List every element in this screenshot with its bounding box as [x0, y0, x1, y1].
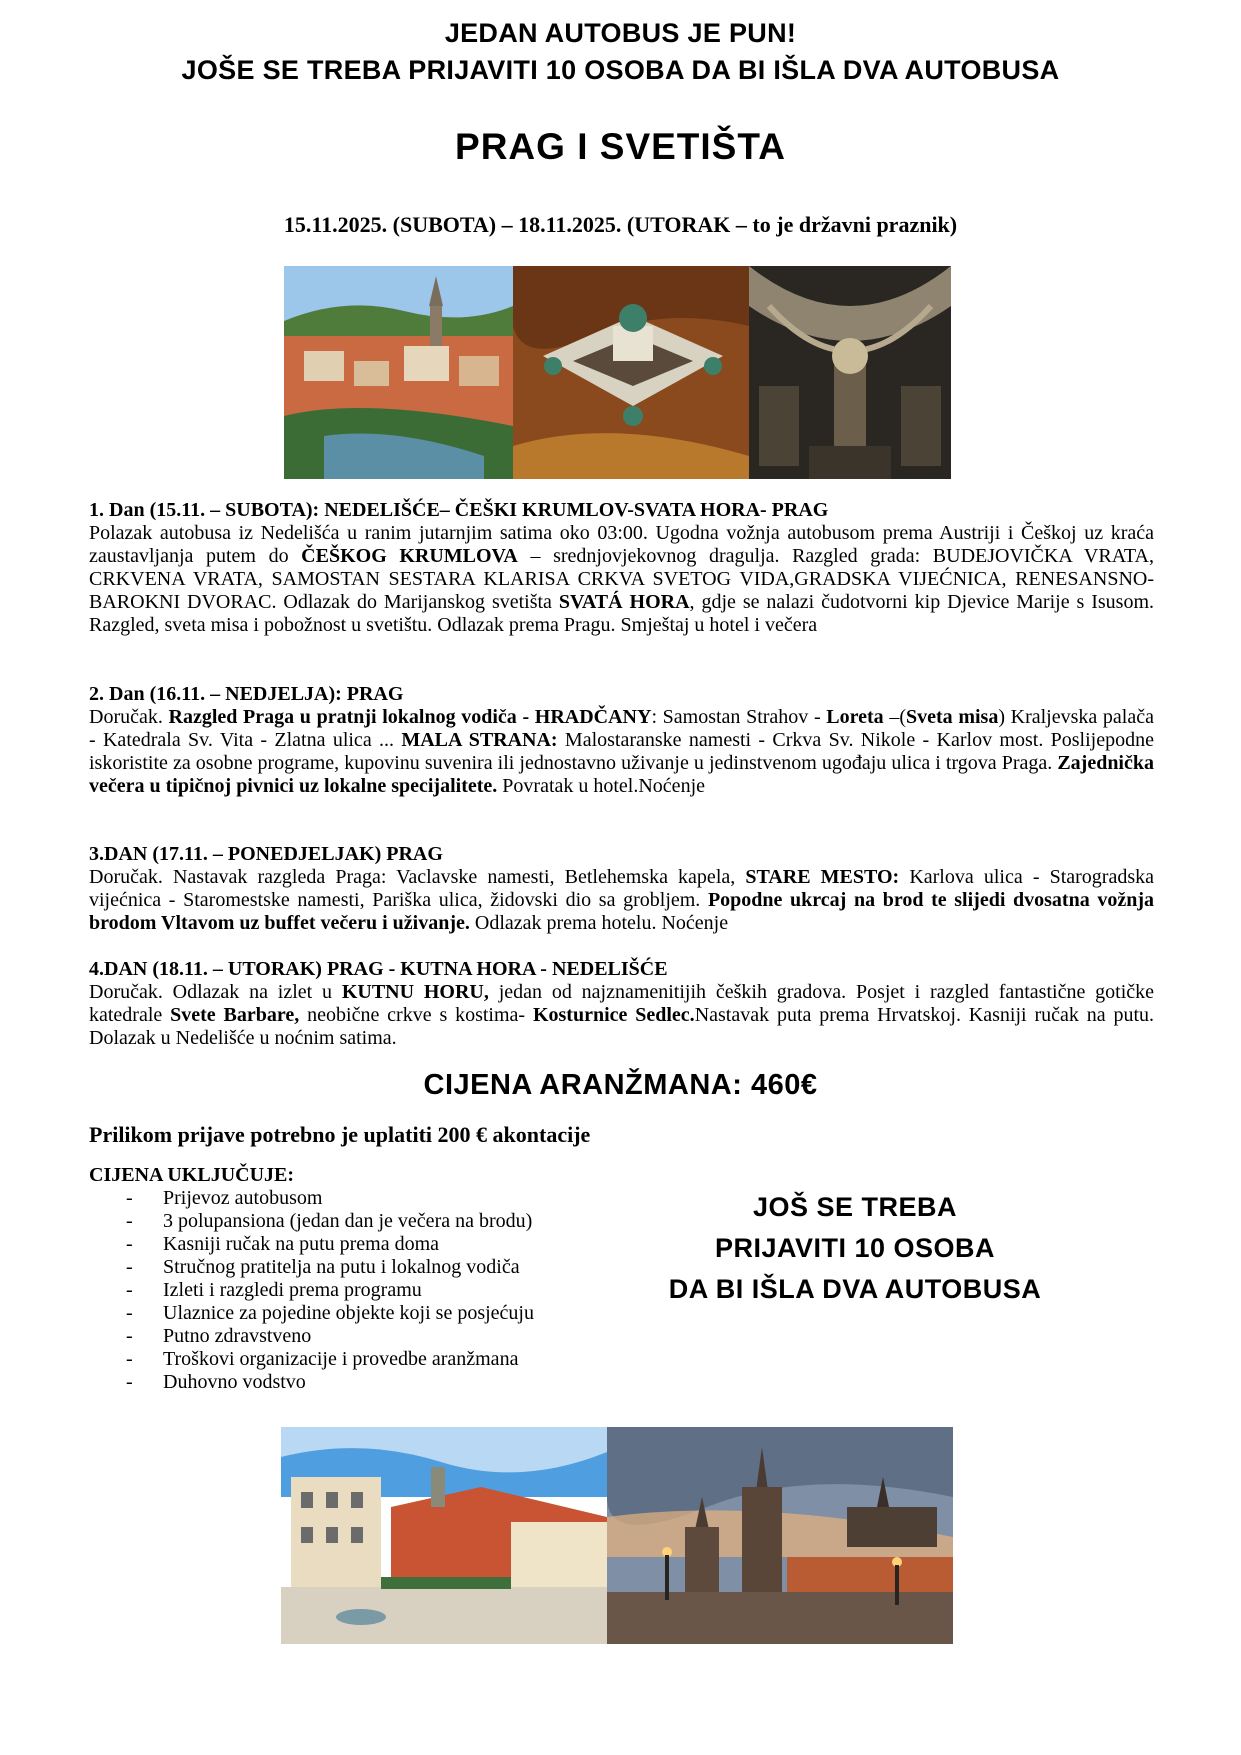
list-item: - Prijevoz autobusom [126, 1187, 649, 1210]
bratislava-square-photo [281, 1427, 607, 1644]
kostnice-sedlec-ossuary-photo [749, 266, 951, 479]
side-note-line3: DA BI IŠLA DVA AUTOBUSA [668, 1274, 1042, 1304]
list-item: - Stručnog pratitelja na putu i lokalnog vodiča [126, 1256, 649, 1279]
day-3-text: Doručak. Nastavak razgleda Praga: Vaclavske namesti, Betlehemska kapela, STARE MESTO: Karlova ulica - Starogradska vijećnica - Staromestske namesti, Pariška ulica, židovski dio sa grobljem. Popodne ukrcaj na brod te slijedi dvosatna vožnja brodom Vltavom uz buffet večeru i uživanje. Odlazak prema hotelu. Noćenje [89, 866, 1155, 934]
package-price: CIJENA ARANŽMANA: 460€ [423, 1069, 818, 1101]
list-item: - Ulaznice za pojedine objekte koji se posjećuju [126, 1302, 649, 1325]
trip-dates: 15.11.2025. (SUBOTA) – 18.11.2025. (UTORAK – to je državni praznik) [283, 212, 958, 237]
day-4-section [89, 958, 1154, 1050]
day-4-text: Doručak. Odlazak na izlet u KUTNU HORU, jedan od najznamenitijih čeških gradova. Posjet i razgled fantastične gotičke katedrale Svete Barbare, neobične crkve s kostima- Kosturnice Sedlec.Nastavak puta prema Hrvatskoj. Kasniji ručak na putu. Dolazak u Nedelišće u noćnim satima. [89, 981, 1155, 1049]
day-1-text: Polazak autobusa iz Nedelišća u ranim jutarnjim satima oko 03:00. Ugodna vožnja autobusom prema Austriji i Češkoj uz kraća zaustavljanja putem do ČEŠKOG KRUMLOVA – srednjovjekovnog dragulja. Razgled grada: BUDEJOVIČKA VRATA, CRKVENA VRATA, SAMOSTAN SESTARA KLARISA CRKVA SVETOG VIDA,GRADSKA VIJEĆNICA, RENESANSNO-BAROKNI DVORAC. Odlazak do Marijanskog svetišta SVATÁ HORA, gdje se nalazi čudotvorni kip Djevice Marije s Isusom. Razgled, sveta misa i pobožnost u svetištu. Odlazak prema Pragu. Smještaj u hotel i večera [89, 522, 1155, 636]
svata-hora-sanctuary-photo [513, 266, 749, 479]
list-item: - Putno zdravstveno [126, 1325, 649, 1348]
day-2-heading: 2. Dan (16.11. – NEDJELJA): PRAG [89, 683, 404, 705]
side-note-line1: JOŠ SE TREBA [752, 1192, 958, 1222]
day-3-heading: 3.DAN (17.11. – PONEDJELJAK) PRAG [89, 843, 443, 865]
cesky-krumlov-town-photo [284, 266, 513, 479]
list-item: - Izleti i razgledi prema programu [126, 1279, 649, 1302]
charles-bridge-prague-photo [607, 1427, 953, 1644]
headline-bus-full: JEDAN AUTOBUS JE PUN! [444, 18, 797, 48]
deposit-note: Prilikom prijave potrebno je uplatiti 200 € akontacije [89, 1122, 591, 1147]
price-includes-section [89, 1164, 649, 1394]
day-4-heading: 4.DAN (18.11. – UTORAK) PRAG - KUTNA HORA - NEDELIŠĆE [89, 958, 668, 980]
day-2-text: Doručak. Razgled Praga u pratnji lokalnog vodiča - HRADČANY: Samostan Strahov - Loreta –(Sveta misa) Kraljevska palača - Katedrala Sv. Vita - Zlatna ulica ... MALA STRANA: Malostaranske namesti - Crkva Sv. Nikole - Karlov most. Poslijepodne iskoristite za osobne programe, kupovinu suvenira ili jednostavno uživanje u jedinstvenom ugođaju ulica i trgova Praga. Zajednička večera u tipičnoj pivnici uz lokalne specijalitete. Povratak u hotel.Noćenje [89, 706, 1154, 797]
list-item: - Kasniji ručak na putu prema doma [126, 1233, 649, 1256]
headline-need-more: JOŠE SE TREBA PRIJAVITI 10 OSOBA DA BI IŠLA DVA AUTOBUSA [181, 55, 1060, 85]
price-includes-list [126, 1187, 649, 1394]
page-title: PRAG I SVETIŠTA [455, 126, 786, 167]
list-item: - Troškovi organizacije i provedbe aranžmana [126, 1348, 649, 1371]
price-includes-title: CIJENA UKLJUČUJE: [89, 1164, 295, 1186]
day-3-section [89, 843, 1154, 935]
side-note [620, 1187, 1090, 1310]
day-1-section [89, 499, 1154, 637]
day-1-heading: 1. Dan (15.11. – SUBOTA): NEDELIŠĆE– ČEŠKI KRUMLOV-SVATA HORA- PRAG [89, 499, 829, 521]
side-note-line2: PRIJAVITI 10 OSOBA [714, 1233, 996, 1263]
list-item: - 3 polupansiona (jedan dan je večera na brodu) [126, 1210, 649, 1233]
list-item: - Duhovno vodstvo [126, 1371, 649, 1394]
day-2-section [89, 683, 1154, 798]
